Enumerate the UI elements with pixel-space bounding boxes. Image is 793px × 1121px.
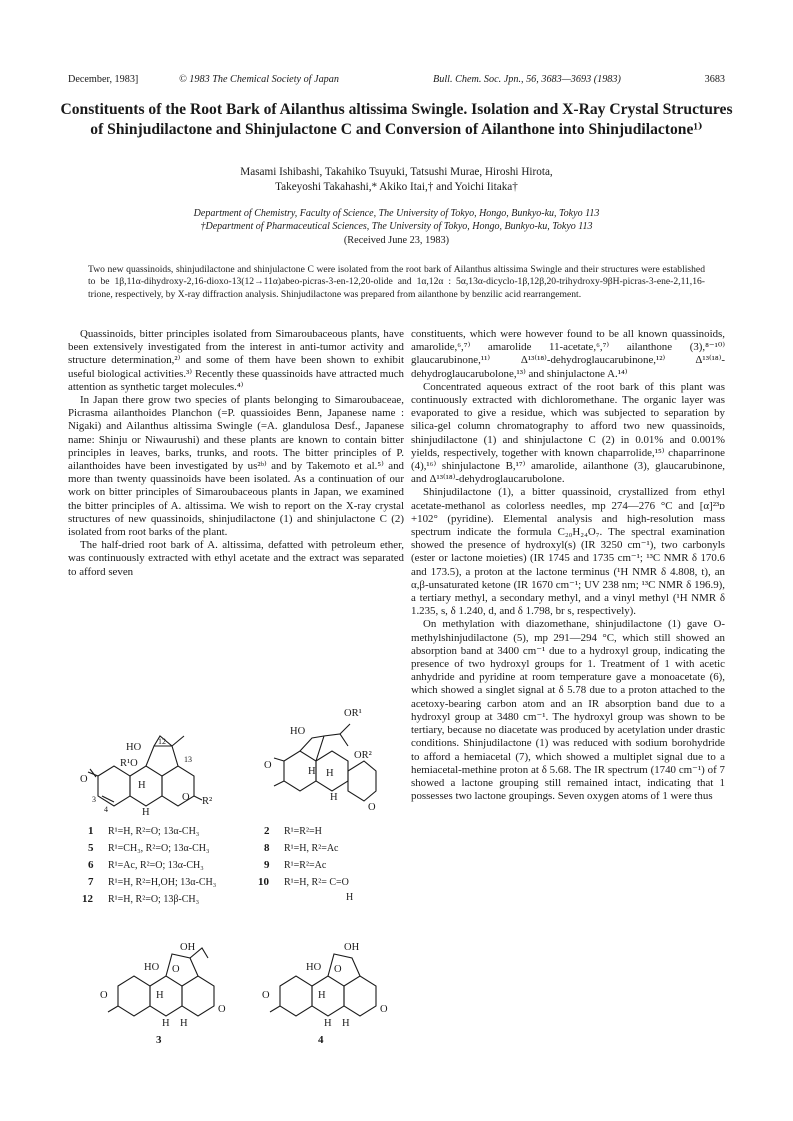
paragraph: In Japan there grow two species of plants belonging to Simaroubaceae, Picrasma ailanthoides Planchon (=P. quassioides Benn, Japanese name : Nigaki) and Ailanthus altissima Swingle (=A. glandulosa Desf., Japanese name: Shinju or Niwaurushi) and these plants are known to contain bitter principles in leaves, barks, trunks, and roots. The bitter principles of P. ailanthoides have been investigated by us²ᵇ⁾ and by Takemoto et al.⁵⁾ and more than twenty quassinoids have been isolated. As a continuation of our work on bitter principles of Simaroubaceous plants in Japan, we examined the bitter principles of A. altissima. We wish to report on the X-ray crystal structures of new quassinoids, shinjudilactone (1) and shinjulactone C (2) isolated from root barks of the plant. (68, 394, 404, 539)
compound-substituents: R¹=H, R²=Ac (284, 843, 339, 854)
compound-substituents: R¹=CH₃, R²=O; 13α-CH₃ (108, 843, 210, 854)
h-label: H (162, 1018, 170, 1029)
compound-number: 7 (88, 876, 94, 888)
paragraph: The half-dried root bark of A. altissima, defatted with petroleum ether, was continuously extracted with ethyl acetate and the extract was separated to afford seven (68, 539, 404, 578)
h-label: H (342, 1018, 350, 1029)
h-label: H (324, 1018, 332, 1029)
affiliation-chemistry: Department of Chemistry, Faculty of Science, The University of Tokyo, Hongo, Bunkyo-ku, Tokyo 113 (193, 208, 600, 219)
header-journal: Bull. Chem. Soc. Jpn., 56, 3683—3693 (1983) (433, 74, 621, 85)
oh-label: OH (344, 942, 360, 953)
ketone-o-label: O (262, 990, 270, 1001)
compound-substituents: R¹=H, R²=O; 13α-CH₃ (108, 826, 200, 837)
ketone-o-label: O (80, 774, 88, 785)
oh-label: OH (180, 942, 196, 953)
abstract: Two new quassinoids, shinjudilactone and shinjulactone C were isolated from the root bark of Ailanthus altissima Swingle and their structures were established to be 1β,11α-dihydroxy-2,16-dioxo-13(12→11α)abeo-picras-3-en-12,20-olide and 1α,12α : 5α,13α-dicyclo-1β,12β,20-trihydroxy-9βH-picras-3-ene-2,11,16-trione, respectively, by X-ray diffraction analysis. Shinjudilactone was prepared from ailanthone by benzilic acid rearrangement. (88, 264, 705, 300)
paragraph: constituents, which were however found to be all known quassinoids, amarolide,⁶,⁷⁾ amarolide 11-acetate,⁶,⁷⁾ ailanthone (3),⁸⁻¹⁰⁾ glaucarubinone,¹¹⁾ Δ¹³⁽¹⁸⁾-dehydroglaucarubinone,¹²⁾ Δ¹³⁽¹⁸⁾-dehydroglaucarubolone,¹³⁾ and shinjulactone A.¹⁴⁾ (411, 328, 725, 380)
h-label: H (138, 780, 146, 791)
locant-12: 12 (158, 737, 166, 746)
header-page-number: 3683 (704, 74, 725, 85)
structure-diagram-c (100, 942, 226, 1029)
compound-number: 10 (258, 876, 269, 888)
r1o-label: R¹O (120, 758, 138, 769)
affiliation-pharmacy: †Department of Pharmaceutical Sciences, The University of Tokyo, Hongo, Bunkyo-ku, Tokyo 113 (200, 221, 593, 232)
ho-label: HO (290, 726, 306, 737)
compound-substituents: R¹=R²=H (284, 826, 322, 837)
paragraph: On methylation with diazomethane, shinjudilactone (1) gave O-methylshinjudilactone (5), mp 291—294 °C, which still showed an absorption band at 3400 cm⁻¹ due to a hydroxyl group, indicating the presence of two hydroxyl groups for 1. Treatment of 1 with acetic anhydride and pyridine at room temperature gave a monoacetate (6), which showed a singlet signal at δ 5.78 due to a proton attached to the acetoxy-bearing carbon atom and an IR absorption band due to a hydroxyl group at 3480 cm⁻¹. The hydroxyl group was shown to be tertiary, because no diacetate was produced by acetylation under drastic conditions. Shinjudilactone (1) was reduced with sodium borohydride to afford a hemiacetal (7), which showed a multiplet signal due to a hemiacetal-methine proton at δ 5.68. The IR spectrum (1740 cm⁻¹) of 7 showed a lactone grouping still remained intact, indicating that 1 possesses two lactone groupings. Seven oxygen atoms of 1 were thus (411, 618, 725, 803)
h-label: H (156, 990, 164, 1001)
h-label: H (326, 768, 334, 779)
compound-number: 2 (264, 825, 270, 837)
lactone-o-label: O (380, 1004, 388, 1015)
ketone-o-label: O (100, 990, 108, 1001)
compound-label-3: 3 (156, 1034, 162, 1046)
header-date: December, 1983] (68, 74, 139, 85)
affiliations (60, 207, 733, 233)
compound-number: 12 (82, 893, 93, 905)
lactone-o-label: O (218, 1004, 226, 1015)
compound-label-4: 4 (318, 1034, 324, 1046)
author-list (90, 165, 703, 195)
header-copyright: © 1983 The Chemical Society of Japan (179, 74, 339, 85)
compound-number: 8 (264, 842, 270, 854)
locant-4: 4 (104, 805, 108, 814)
locant-13: 13 (184, 755, 192, 764)
h-label: H (142, 807, 150, 818)
compound-number: 1 (88, 825, 94, 837)
r2-label: R² (202, 796, 213, 807)
ho-label: HO (126, 742, 142, 753)
ho-label: HO (144, 962, 160, 973)
compound-number: 6 (88, 859, 94, 871)
h-label: H (318, 990, 326, 1001)
structure-diagram-a (80, 736, 212, 818)
structure-diagram-d (262, 942, 388, 1029)
ether-o-label: O (334, 964, 342, 975)
paragraph: Shinjudilactone (1), a bitter quassinoid, crystallized from ethyl acetate-methanol as colorless needles, mp 274—276 °C and [α]²³ᴅ +102° (pyridine). Elemental analysis and high-resolution mass spectrum indicate the formula C₂₀H₂₄O₇. The spectral examination showed the presence of hydroxyl(s) (IR 3250 cm⁻¹), two carbonyls (ester or lactone moieties) (IR 1745 and 1735 cm⁻¹; ¹³C NMR δ 170.6 and 173.5), a proton at the lactone terminus (¹H NMR δ 4.808, t), an α,β-unsaturated ketone (IR 1670 cm⁻¹; UV 238 nm; ¹³C NMR δ 196.9), a tertiary methyl, a secondary methyl, and a vinyl methyl (¹H NMR δ 1.235, s, δ 1.240, d, and δ 1.798, br s, respectively). (411, 486, 725, 618)
body-column-left (68, 328, 404, 579)
h-label: H (180, 1018, 188, 1029)
locant-3: 3 (92, 795, 96, 804)
compound-substituents: R¹=H, R²=O; 13β-CH₃ (108, 894, 200, 905)
paragraph: Concentrated aqueous extract of the root bark of this plant was continuously extracted with dichloromethane. The organic layer was evaporated to give a residue, which was subjected to separation by silica-gel column chromatography to afford two new quassinoids, shinjudilactone (1) and shinjulactone C (2) in 0.01% and 0.001% yields, respectively, together with known chaparrolide,¹⁵⁾ chaparrinone (4),¹⁶⁾ shinjulactone B,¹⁷⁾ amarolide, ailanthone (3), glaucarubinone, and Δ¹³⁽¹⁸⁾-dehydroglaucarubolone. (411, 380, 725, 486)
compound-number: 9 (264, 859, 270, 871)
authors-line-1: Masami Ishibashi, Takahiko Tsuyuki, Tatsushi Murae, Hiroshi Hirota, (240, 166, 553, 178)
or2-label: OR² (354, 750, 372, 761)
compound-substituents: R¹=Ac, R²=O; 13α-CH₃ (108, 860, 204, 871)
h-label: H (308, 766, 316, 777)
authors-line-2: Takeyoshi Takahashi,* Akiko Itai,† and Yoichi Iitaka† (275, 181, 518, 193)
received-date: (Received June 23, 1983) (343, 235, 450, 246)
compound-substituents: R¹=H, R²= C=O (284, 877, 349, 888)
article-title: Constituents of the Root Bark of Ailanthus altissima Swingle. Isolation and X-Ray Crystal Structures of Shinjudilactone and Shinjulactone C and Conversion of Ailanthone into Shinjudilactone¹⁾ (60, 101, 733, 138)
body-column-right (411, 328, 725, 803)
structure-figure (68, 586, 404, 1068)
compound-number: 5 (88, 842, 94, 854)
compound-substituents: R¹=R²=Ac (284, 860, 327, 871)
ether-o-label: O (172, 964, 180, 975)
h-label: H (330, 792, 338, 803)
structure-diagram-b (264, 708, 376, 813)
lactone-o-label: O (368, 802, 376, 813)
paragraph: Quassinoids, bitter principles isolated from Simaroubaceous plants, have been extensively investigated from the interest in anti-tumor activity and structure determination,²⁾ and some of them have been shown to exhibit useful biological activities.³⁾ Recently these quassinoids have attracted much attention as synthetic target molecules.⁴⁾ (68, 328, 404, 393)
ketone-o-label: O (264, 760, 272, 771)
running-header (68, 74, 725, 90)
lactone-o-label: O (182, 792, 190, 803)
compound-substituents: R¹=H, R²=H,OH; 13α-CH₃ (108, 877, 217, 888)
ho-label: HO (306, 962, 322, 973)
or1-label: OR¹ (344, 708, 362, 719)
formyl-h-label: H (346, 892, 354, 903)
